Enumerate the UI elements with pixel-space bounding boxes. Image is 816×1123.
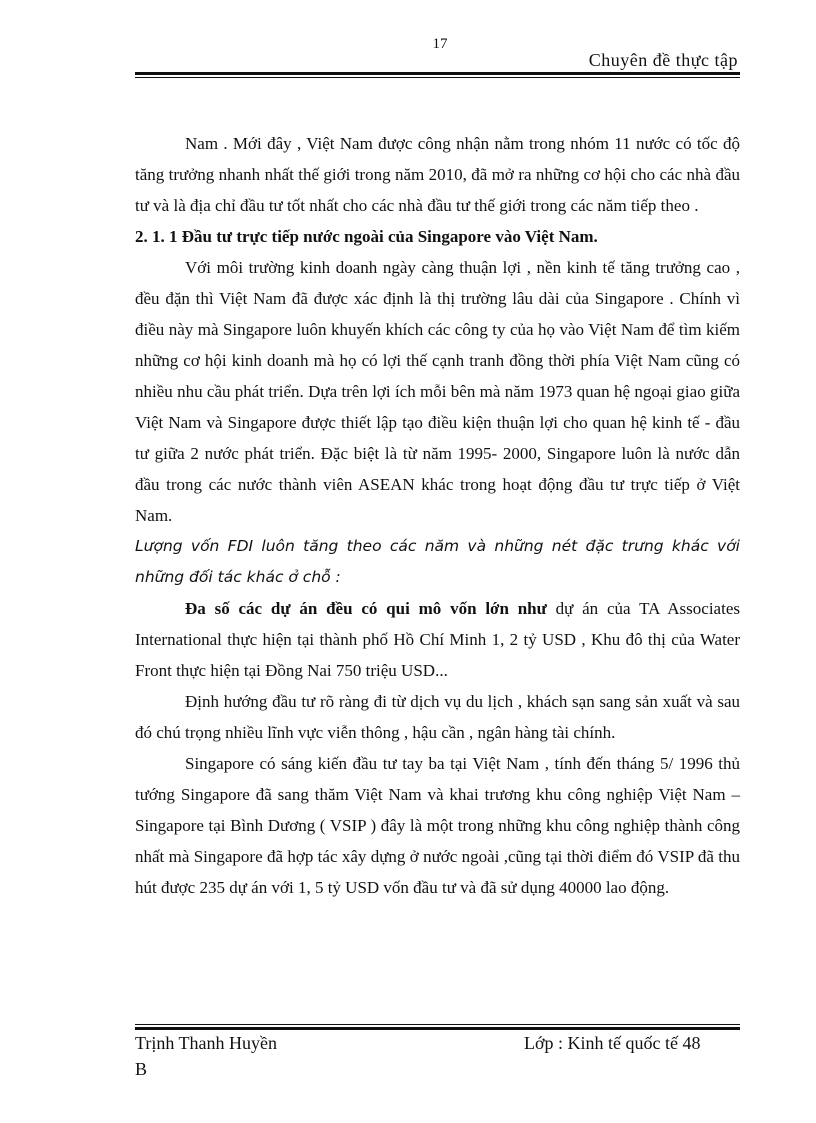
paragraph-intro — [135, 128, 740, 221]
header-title: Chuyên đề thực tập — [588, 50, 738, 70]
section-heading: 2. 1. 1 Đầu tư trực tiếp nước ngoài của Singapore vào Việt Nam. — [135, 227, 598, 246]
author-name: Trịnh Thanh Huyền — [135, 1033, 278, 1053]
paragraph-large-projects — [135, 593, 740, 686]
footer-class: Lớp : Kinh tế quốc tế 48 — [524, 1033, 701, 1053]
paragraph-vsip: Singapore có sáng kiến đầu tư tay ba tại Việt Nam , tính đến tháng 5/ 1996 thủ tướng Singapore đã sang thăm Việt Nam và khai trương khu công nghiệp Việt Nam – Singapore tại Bình Dương ( VSIP ) đây là một trong những khu công nghiệp thành công nhất mà Singapore đã hợp tác xây dựng ở nước ngoài ,cũng tại thời điểm đó VSIP đã thu hút được 235 dự án với 1, 5 tỷ USD vốn đầu tư và đã sử dụng 40000 lao động. — [135, 754, 740, 897]
footer-author — [135, 1030, 277, 1082]
document-body — [135, 128, 740, 903]
paragraph-intro-text: Nam . Mới đây , Việt Nam được công nhận nằm trong nhóm 11 nước có tốc độ tăng trưởng nhanh nhất thế giới trong năm 2010, đã mở ra những cơ hội cho các nhà đầu tư và là địa chỉ đầu tư tốt nhất cho các nhà đầu tư thế giới trong các năm tiếp theo . — [135, 134, 740, 215]
paragraph-investment-direction: Định hướng đầu tư rõ ràng đi từ dịch vụ du lịch , khách sạn sang sản xuất và sau đó chú trọng nhiều lĩnh vực viễn thông , hậu cần , ngân hàng tài chính. — [135, 692, 740, 742]
large-projects-rest: dự án của TA Associates International thực hiện tại thành phố Hồ Chí Minh 1, 2 tỷ USD , Khu đô thị của Water Front thực hiện tại Đồng Nai 750 triệu USD... — [135, 599, 740, 680]
paragraph-singapore-market: Với môi trường kinh doanh ngày càng thuận lợi , nền kinh tế tăng trưởng cao , đều đặn thì Việt Nam đã được xác định là thị trường lâu dài của Singapore . Chính vì điều này mà Singapore luôn khuyến khích các công ty của họ vào Việt Nam để tìm kiếm những cơ hội kinh doanh mà họ có lợi thế cạnh tranh đồng thời phía Việt Nam cũng có nhiều nhu cầu phát triển. Dựa trên lợi ích mỗi bên mà năm 1973 quan hệ ngoại giao giữa Việt Nam và Singapore được thiết lập tạo điều kiện thuận lợi cho quan hệ kinh tế - đầu tư giữa 2 nước phát triển. Đặc biệt là từ năm 1995- 2000, Singapore luôn là nước dẫn đầu trong các nước thành viên ASEAN khác trong hoạt động đầu tư trực tiếp ở Việt Nam. — [135, 258, 740, 525]
page-number: 17 — [432, 36, 448, 52]
header-rule — [135, 72, 740, 78]
author-suffix: B — [135, 1059, 148, 1079]
paragraph-fdi-italic: Lượng vốn FDI luôn tăng theo các năm và những nét đặc trưng khác với những đối tác khác ở chỗ : — [135, 537, 740, 586]
large-projects-lead: Đa số các dự án đều có qui mô vốn lớn như — [185, 599, 547, 618]
